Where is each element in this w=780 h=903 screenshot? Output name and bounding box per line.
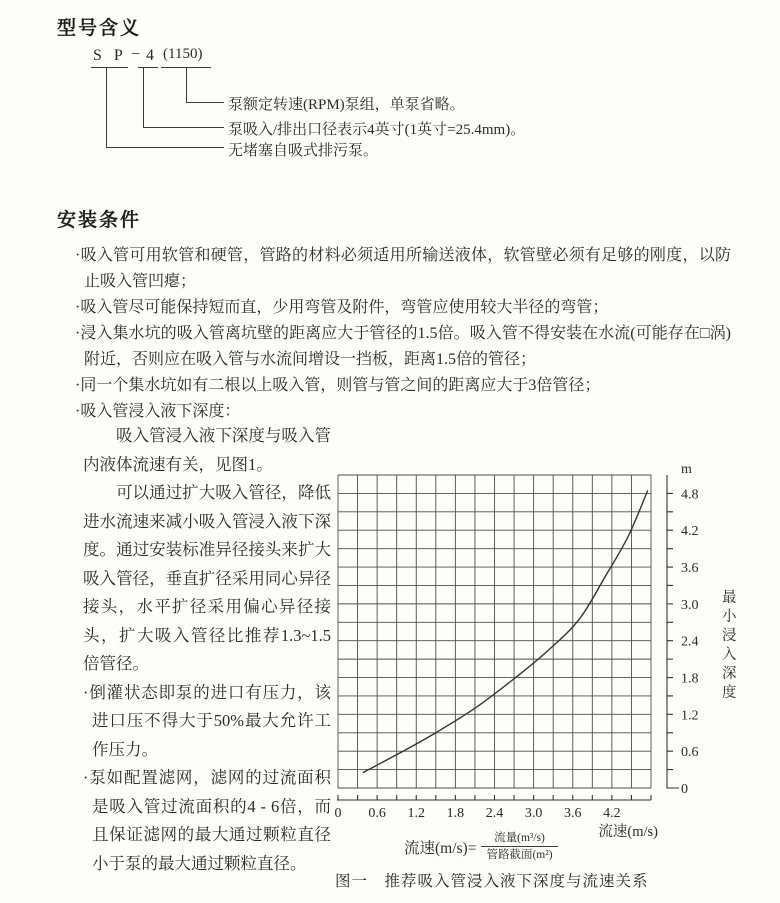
y-axis-title-char: 深 <box>722 666 737 682</box>
callout-size: 泵吸入/排出口径表示4英寸(1英寸=25.4mm)。 <box>228 122 526 138</box>
y-axis-title-char: 度 <box>722 685 737 701</box>
x-axis <box>337 795 651 800</box>
left-column-bullet: ·泵如配置滤网，滤网的过流面积是吸入管过流面积的4 - 6倍，而且保证滤网的最大通过颗粒直径小于泵的最大通过颗粒直径。 <box>83 768 331 873</box>
x-tick-label: 1.2 <box>407 806 425 821</box>
model-code-speed: (1150) <box>163 46 203 62</box>
section-title-model: 型号含义 <box>57 18 142 39</box>
y-tick-label: 3.0 <box>681 597 699 613</box>
y-axis-title-char: 小 <box>722 609 737 625</box>
install-bullet: ·吸入管可用软管和硬管，管路的材料必须适用所输送液体，软管壁必须有足够的刚度，以防止吸入管凹瘪； <box>75 247 731 290</box>
x-tick-label: 3.0 <box>524 806 543 821</box>
left-column <box>83 422 331 878</box>
install-bullet: ·吸入管浸入液下深度： <box>75 403 241 420</box>
depth-paragraphs <box>83 422 331 679</box>
formula-lhs: 流速(m/s)= <box>404 839 477 857</box>
depth-velocity-chart <box>330 455 780 867</box>
depth-paragraph: 可以通过扩大吸入管径，降低进水流速来减小吸入管浸入液下深度。通过安装标准异径接头来扩大吸入管径，垂直扩径采用同心异径接头，水平扩径采用偏心异径接头，扩大吸入管径比推荐1.3~1.5倍管径。 <box>83 483 331 673</box>
x-axis-title: 流速(m/s) <box>598 824 658 840</box>
y-axis-title-char: 入 <box>722 647 737 663</box>
install-bullet: ·同一个集水坑如有二根以上吸入管，则管与管之间的距离应大于3倍管径； <box>75 377 601 394</box>
figure-chart <box>330 455 780 867</box>
y-unit-label: m <box>681 462 692 477</box>
callout-speed: 泵额定转速(RPM)泵组，单泵省略。 <box>228 97 465 113</box>
x-tick-label: 1.8 <box>446 806 465 821</box>
y-tick-label: 1.2 <box>681 708 699 724</box>
model-code-series: S P <box>93 47 127 64</box>
y-tick-label: 4.8 <box>681 487 699 503</box>
underline-series <box>91 67 128 68</box>
y-axis-title-char: 浸 <box>722 628 737 644</box>
x-tick-label: 2.4 <box>485 806 504 821</box>
left-column-bullets <box>83 679 331 879</box>
install-bullet-list <box>75 243 731 425</box>
model-code-size: 4 <box>146 47 154 64</box>
y-tick-label: 1.8 <box>681 671 699 687</box>
x-tick-label: 4.2 <box>603 806 621 821</box>
velocity-formula <box>404 831 558 863</box>
connector-line-series <box>106 68 107 147</box>
install-bullet: ·浸入集水坑的吸入管离坑壁的距离应大于管径的1.5倍。吸入管不得安装在水流(可能存在□涡) 附近，否则应在吸入管与水流间增设一挡板，距离1.5倍的管径； <box>75 325 731 368</box>
formula-numerator: 流量(m³/s) <box>481 831 557 847</box>
y-tick-label: 0.6 <box>681 745 699 761</box>
callout-series: 无堵塞自吸式排污泵。 <box>228 143 379 159</box>
depth-paragraph: 吸入管浸入液下深度与吸入管内液体流速有关，见图1。 <box>83 426 331 474</box>
left-column-bullet: ·倒灌状态即泵的进口有压力，该进口压不得大于50%最大允许工作压力。 <box>83 682 331 759</box>
install-bullet: ·吸入管尽可能保持短而直，少用弯管及附件，弯管应使用较大半径的弯管； <box>75 299 609 316</box>
section-title-install: 安装条件 <box>57 210 142 231</box>
y-tick-label: 4.2 <box>681 524 699 540</box>
y-tick-label: 0 <box>681 782 688 797</box>
x-tick-label: 3.6 <box>564 806 582 821</box>
model-code-dash: − <box>131 46 141 63</box>
leader-line-speed <box>186 102 224 103</box>
leader-line-series <box>106 147 224 148</box>
y-axis-title-char: 最 <box>722 590 737 606</box>
formula-fraction <box>481 831 557 863</box>
y-axis <box>667 475 679 788</box>
x-tick-label: 0.6 <box>368 806 386 821</box>
y-tick-label: 2.4 <box>681 634 699 650</box>
connector-line-speed <box>186 68 187 102</box>
figure-caption: 图一 推荐吸入管浸入液下深度与流速关系 <box>335 873 649 890</box>
x-tick-label: 0 <box>334 806 342 821</box>
chart-grid <box>338 475 651 788</box>
connector-line-size <box>143 68 144 127</box>
depth-curve <box>363 490 648 772</box>
y-tick-label: 3.6 <box>681 561 699 577</box>
underline-size <box>138 67 158 68</box>
leader-line-size <box>143 127 224 128</box>
formula-denominator: 管路截面(m²) <box>486 849 553 862</box>
